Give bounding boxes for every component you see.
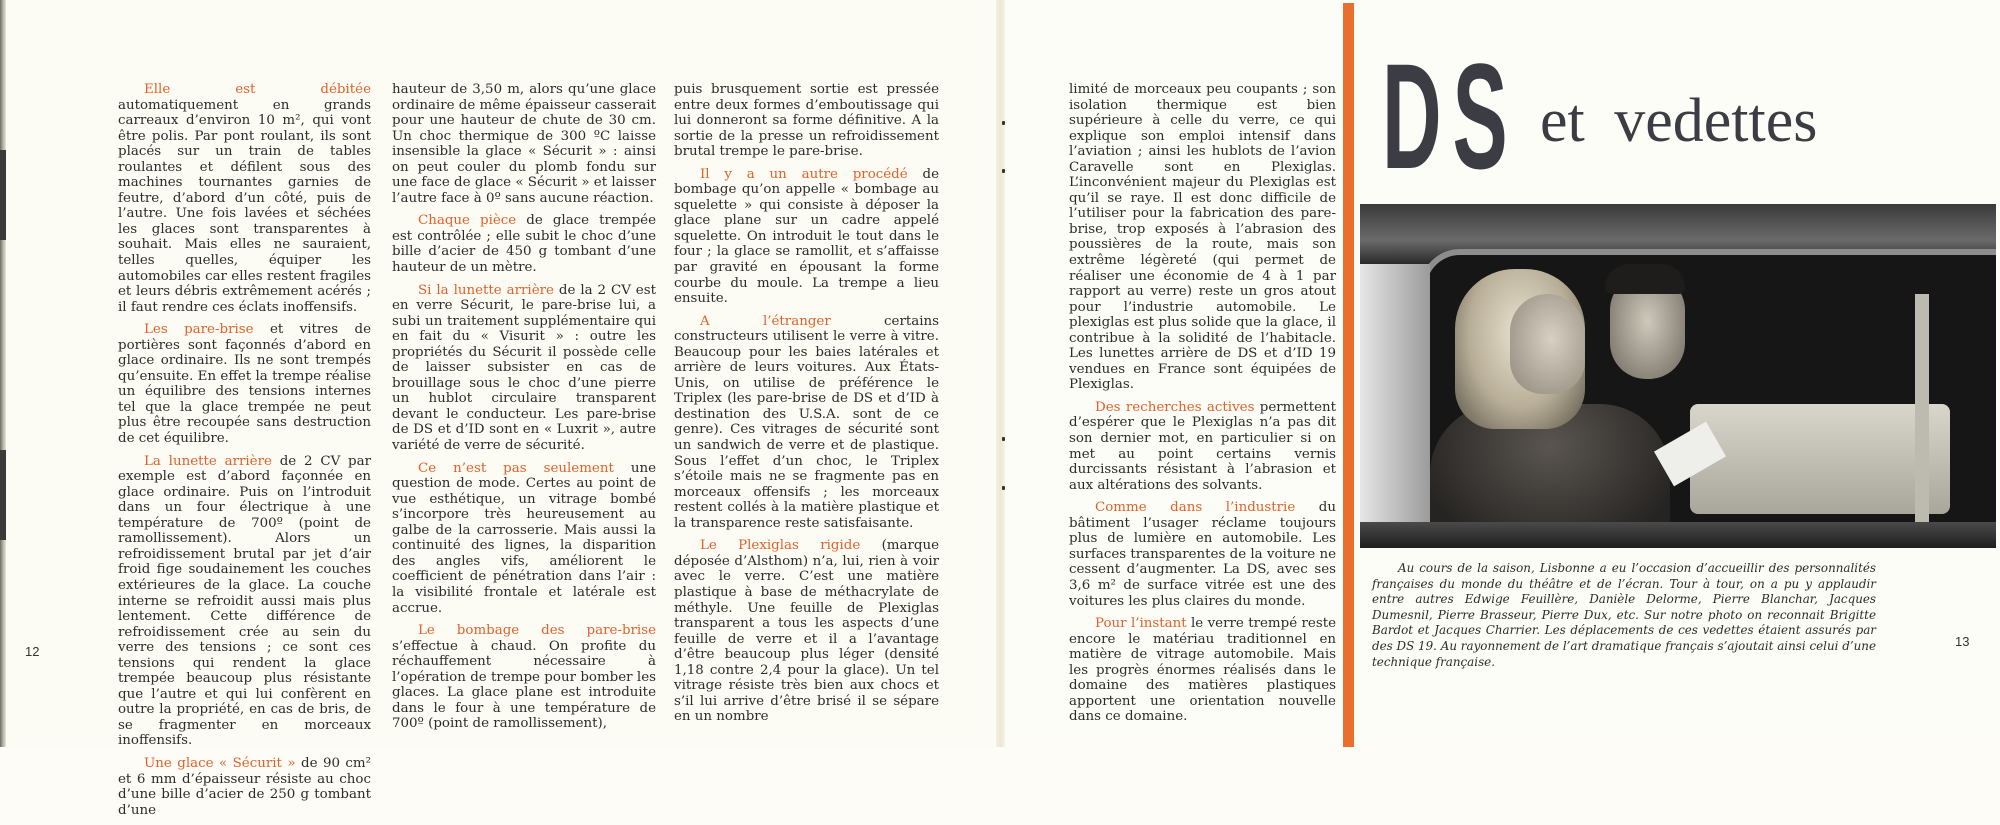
paragraph — [118, 756, 371, 818]
text-column-2 — [392, 82, 656, 739]
paragraph — [674, 314, 939, 532]
paragraph — [674, 167, 939, 307]
photo-car-seat — [1690, 404, 1950, 514]
photo-bardot-charrier-in-car — [1360, 204, 1996, 548]
paragraph-text: de 90 cm² et 6 mm d’épaisseur résiste au choc d’une bille d’acier de 250 g tombant d’une — [118, 755, 372, 818]
paragraph — [392, 461, 656, 616]
paragraph-text: automatiquement en grands carreaux d’environ 10 m², qui vont être polis. Par pont roulant, ils sont placés sur un train de tables roulantes et défilent sous des machines tournantes garnies de feutre, d’abord d’un côté, puis de l’autre. Une fois lavées et séchées les glaces sont transparentes à souhait. Mais elles ne sauraient, telles quelles, équiper les automobiles car elles restent fragiles et leurs débris extrêmement acérés ; il faut rendre ces éclats inoffensifs. — [118, 97, 371, 315]
paragraph-lead: Le Plexiglas rigide — [700, 538, 861, 554]
paragraph-text: s’effectue à chaud. On profite du réchauffement nécessaire à l’opération de trempe pour bomber les glaces. La glace plane est introduite dans le four à une température de 700º (point de ramollissement), — [392, 638, 656, 732]
paragraph-lead: A l’étranger — [700, 313, 831, 329]
paragraph — [392, 623, 656, 732]
photo-window-sill — [1360, 522, 1996, 548]
paragraph-lead: Ce n’est pas seulement — [418, 460, 614, 476]
paragraph-text: certains constructeurs utilisent le verre à vitre. Beaucoup pour les baies latérales et arrière de leurs voitures. Aux États-Unis, on utilise de préférence le Triplex (les pare-brise de DS et d’ID à destination des U.S.A. sont de ce genre). Ces vitrages de sécurité sont un sandwich de verre et de plastique. Sous l’effet d’un choc, le Triplex s’étoile mais ne se fragmente pas en morceaux offensifs ; les morceaux restent collés à la matière plastique et la transparence reste satisfaisante. — [674, 313, 939, 531]
paragraph-lead: Comme dans l’industrie — [1095, 500, 1296, 516]
page-number-left: 12 — [25, 644, 40, 659]
paragraph — [674, 538, 939, 725]
paragraph — [1069, 400, 1336, 493]
paragraph-lead: Si la lunette arrière — [418, 282, 554, 298]
paragraph — [392, 283, 656, 454]
photo-man-hair — [1605, 264, 1685, 294]
paragraph — [118, 322, 371, 446]
paragraph-lead: Il y a un autre procédé — [700, 166, 908, 182]
paragraph — [1069, 500, 1336, 609]
paragraph-text: de 2 CV par exemple est d’abord façonnée en glace ordinaire. Puis on l’introduit dans un four électrique à une température de 700º (point de ramollissement). Alors un refroidissement brutal par jet d’air froid fige soudainement les couches extérieures de la glace. La couche interne se refroidit aussi mais plus lentement. Cette différence de refroidissement crée au sein du verre des tensions ; ce sont ces tensions qui rendent la glace trempée beaucoup plus résistante que l’autre et qui lui confèrent en outre la propriété, en cas de bris, de se fragmenter en morceaux inoffensifs. — [118, 453, 371, 749]
headline-subtitle: et vedettes — [1540, 87, 1818, 155]
paragraph-continuation: hauteur de 3,50 m, alors qu’une glace ordinaire de même épaisseur casserait pour une hauteur de chute de 30 cm. Un choc thermique de 300 ºC laisse insensible la glace « Sécurit » : ainsi on peut couler du plomb fondu sur une face de glace « Sécurit » et laisser l’autre face à 0º sans aucune réaction. — [392, 82, 656, 206]
paragraph — [118, 454, 371, 749]
orange-accent-bar — [1343, 3, 1354, 747]
paragraph-continuation: limité de morceaux peu coupants ; son isolation thermique est bien supérieure à celle du verre, ce qui explique son emploi intensif dans l’aviation ; ainsi les hublots de l’avion Caravelle sont en Plexiglas. L’inconvénient majeur du Plexiglas est qu’il se raye. Il est donc difficile de l’utiliser pour la fabrication des pare-brise, trop exposés à l’abrasion des poussières de la route, mais son extrême légèreté (qui permet de réaliser une économie de 4 à 1 par rapport au verre) reste un gros atout pour l’industrie automobile. Le plexiglas est plus solide que la glace, il contribue à la solidité de l’habitacle. Les lunettes arrière de DS et d’ID 19 vendues en France sont équipées de Plexiglas. — [1069, 82, 1336, 393]
paragraph-text: de glace trempée est contrôlée ; elle subit le choc d’une bille d’acier de 450 g tombant d’une hauteur de un mètre. — [392, 213, 656, 276]
headline-ds: DS — [1382, 32, 1519, 200]
text-column-3 — [674, 82, 939, 732]
text-column-1 — [118, 82, 371, 825]
photo-car-pillar — [1360, 264, 1430, 544]
paragraph — [118, 82, 371, 315]
paragraph-lead: La lunette arrière — [144, 453, 272, 469]
paragraph-text: (marque déposée d’Alsthom) n’a, lui, rien à voir avec le verre. C’est une matière plastique à base de méthacrylate de méthyle. Une feuille de Plexiglas transparent a tous les aspects d’une feuille de verre et il a l’avantage d’être beaucoup plus léger (densité 1,18 contre 2,4 pour la glace). Un tel vitrage résiste très bien aux chocs et s’il lui arrive d’être brisé il se sépare en un nombre — [674, 538, 939, 725]
paragraph-lead: Chaque pièce — [418, 213, 517, 229]
paragraph — [392, 213, 656, 275]
caption-text: Au cours de la saison, Lisbonne a eu l’occasion d’accueillir des personnalités françaises du monde du théâtre et de l’écran. Tour à tour, on a pu y applaudir entre autres Edwige Feuillère, Danièle Delorme, Pierre Blanchar, Jacques Dumesnil, Pierre Brasseur, Pierre Dux, etc. Sur notre photo on reconnait Brigitte Bardot et Jacques Charrier. Les déplacements de ces vedettes étaient assurés par des DS 19. Au rayonnement de l’art dramatique français s’ajoutait ainsi celui d’une technique française. — [1372, 561, 1876, 669]
photo-caption — [1372, 561, 1876, 670]
paragraph-text: une question de mode. Certes au point de vue esthétique, un vitrage bombé s’incorpore très heureusement au galbe de la carrosserie. Mais aussi la continuité des lignes, la disparition des angles vifs, améliorent le coefficient de pénétration dans l’air : la visibilité frontale et latérale est accrue. — [392, 460, 656, 616]
text-column-4 — [1069, 82, 1336, 732]
paragraph-text: le verre trempé reste encore le matériau traditionnel en matière de vitrage automobile. Mais les progrès énormes réalisés dans le domaine des matières plastiques apportent une orientation nouvelle dans ce domaine. — [1069, 616, 1337, 725]
photo-woman-face — [1510, 294, 1585, 394]
photo-door-frame — [1915, 294, 1929, 544]
paragraph-lead: Pour l’instant — [1095, 616, 1187, 632]
paragraph-text: de bombage qu’on appelle « bombage au squelette » qui consiste à déposer la glace plane sur un cadre appelé squelette. On introduit le tout dans le four ; la glace se ramollit, et s’affaisse par gravité en épousant la forme courbe du moule. La trempe a lieu ensuite. — [674, 166, 939, 307]
paragraph-continuation: puis brusquement sortie est pressée entre deux formes d’emboutissage qui lui donneront sa forme définitive. A la sortie de la presse un refroidissement brutal trempe le pare-brise. — [674, 82, 939, 160]
paragraph-lead: Elle est débitée — [144, 82, 371, 97]
paragraph-text: du bâtiment l’usager réclame toujours plus de lumière en automobile. Les surfaces transparentes de la voiture ne cessent d’augmenter. La DS, avec ses 3,6 m² de surface vitrée est une des voitures les plus claires du monde. — [1069, 500, 1336, 609]
paragraph-lead: Les pare-brise — [144, 322, 254, 338]
paragraph-lead: Des recherches actives — [1095, 399, 1255, 415]
paragraph-text: de la 2 CV est en verre Sécurit, le pare-brise lui, a subi un traitement supplémentaire qui en fait du « Visurit » : outre les propriétés du Sécurit il possède celle de laisser subsister en cas de brouillage sous le choc d’une pierre un hublot circulaire transparent devant le conducteur. Les pare-brise de DS et d’ID sont en « Luxrit », autre variété de verre de sécurité. — [392, 282, 656, 454]
center-gutter — [996, 0, 1005, 747]
paragraph-text: permettent d’espérer que le Plexiglas n’a pas dit son dernier mot, en particulier si on met au point certains vernis durcissants résistant à l’abrasion et aux altérations des solvants. — [1069, 399, 1336, 493]
paragraph-text: et vitres de portières sont façonnés d’abord en glace ordinaire. Ils ne sont trempés qu’ensuite. En effet la trempe réalise un équilibre des tensions internes tel que la glace trempée ne peut plus être recoupée sans destruction de cet équilibre. — [118, 322, 372, 447]
page-number-right: 13 — [1955, 634, 1970, 649]
paragraph — [1069, 616, 1336, 725]
paragraph-lead: Une glace « Sécurit » — [144, 755, 296, 771]
paragraph-lead: Le bombage des pare-brise — [418, 623, 656, 639]
